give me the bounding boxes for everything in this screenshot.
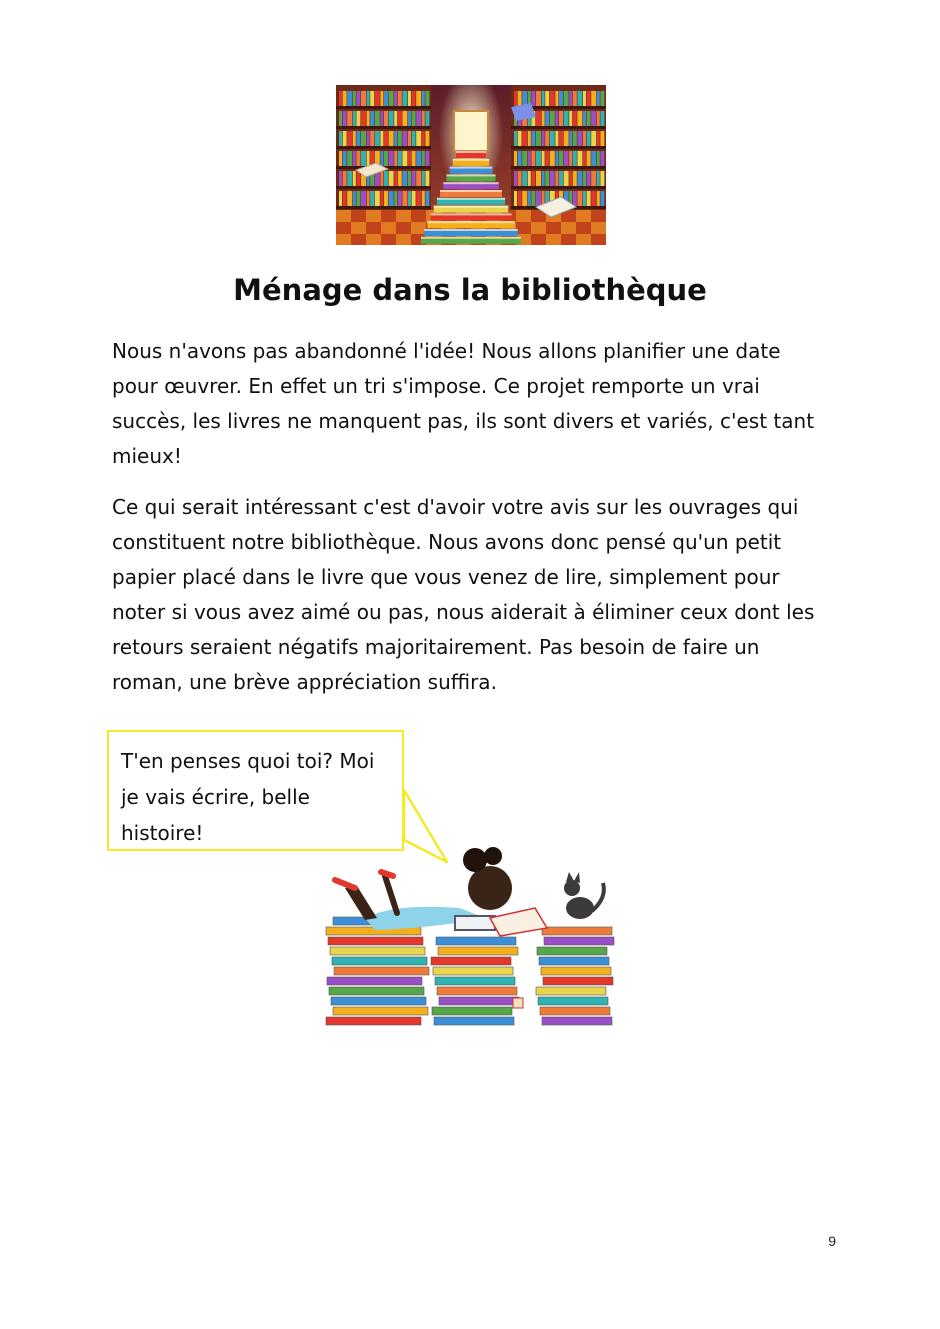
page-number: 9: [828, 1233, 836, 1249]
speech-bubble-tail: [395, 770, 455, 870]
speech-bubble: [107, 730, 404, 851]
page-title: Ménage dans la bibliothèque: [233, 273, 707, 307]
paragraph-request: Ce qui serait intéressant c'est d'avoir votre avis sur les ouvrages qui constituent notre bibliothèque. Nous avons donc pensé qu'un petit papier placé dans le livre que vous venez de lire, simplement pour noter si vous avez aimé ou pas, nous aiderait à éliminer ceux dont les retours seraient négatifs majoritairement. Pas besoin de faire un roman, une brève appréciation suffira.: [112, 495, 815, 694]
speech-line-1: T'en penses quoi toi? Moi: [121, 749, 375, 773]
paragraph-intro: Nous n'avons pas abandonné l'idée! Nous allons planifier une date pour œuvrer. En effet un tri s'impose. Ce projet remporte un vrai succès, les livres ne manquent pas, ils sont divers et variés, c'est tant mieux!: [112, 339, 815, 468]
speech-line-2: je vais écrire, belle: [121, 785, 310, 809]
speech-line-3: histoire!: [121, 821, 204, 845]
library-illustration: [336, 85, 606, 245]
